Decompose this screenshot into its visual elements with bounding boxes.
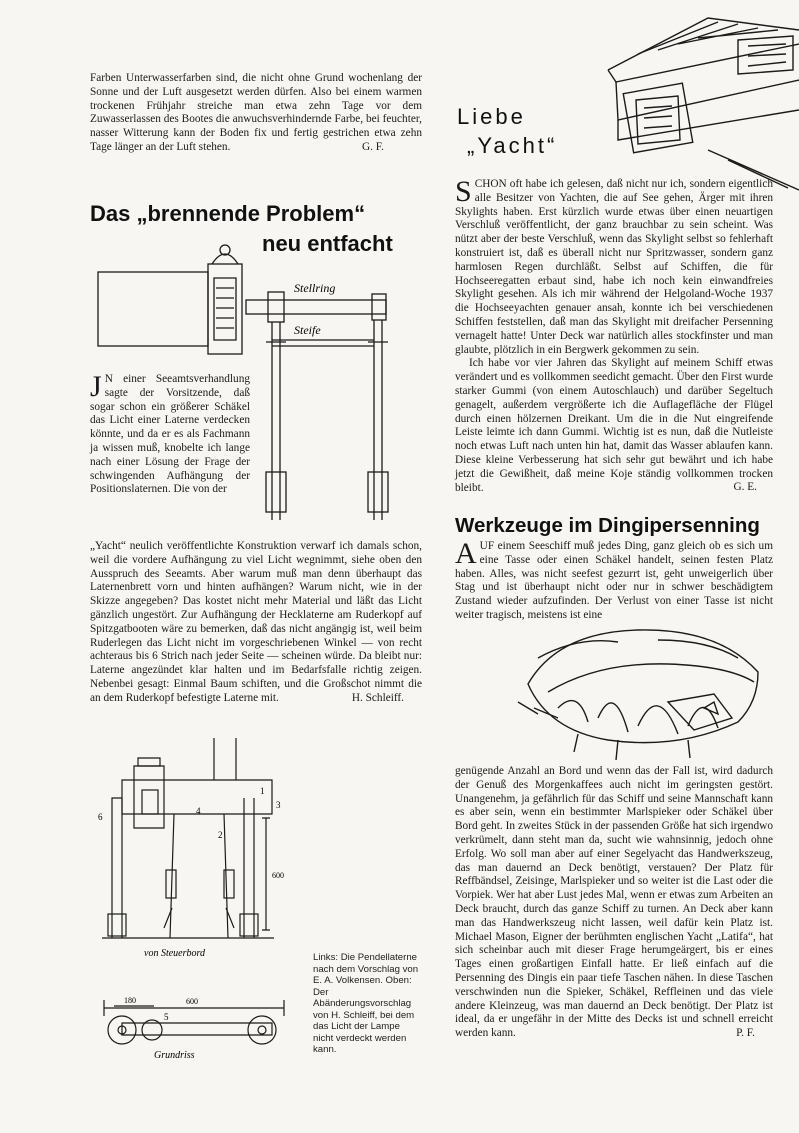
- tools-dropcap: A: [455, 537, 477, 570]
- lantern-signature: H. Schleiff.: [351, 691, 404, 704]
- tools-text-p1: [455, 537, 773, 623]
- dim-label-2: 2: [218, 830, 223, 840]
- dim-label-1: 1: [260, 786, 265, 796]
- drawing-label-plan-view: Grundriss: [154, 1050, 195, 1061]
- yacht-article-body: [455, 175, 773, 495]
- dinghy-drawing: [518, 622, 768, 762]
- drawing-caption: Links: Die Pendellaterne nach dem Vorschlag von E. A. Volkensen. Oben: Der Abänderungsvorschlag von H. Schleiff, bei dem das Licht der Lampe nicht verdeckt werden kann.: [313, 952, 419, 1055]
- tools-paragraph-1: UF einem Seeschiff muß jedes Ding, ganz gleich ob es sich um eine Tasse oder einen Schäkel handelt, seinen festen Platz haben. Alles, was nicht seefest gezurrt ist, geht unweigerlich über Stag und ist überhaupt nicht oder nur in schwer beschädigtem Zustand wieder aufzufinden. Der Verlust von einer Tasse ist nicht weiter tragisch, meistens ist eine: [455, 540, 773, 621]
- lantern-text-start: [90, 370, 250, 497]
- dim-label-4: 4: [196, 806, 201, 816]
- lantern-drawing-label-strut: Steife: [294, 323, 321, 337]
- tools-signature: P. F.: [736, 1026, 755, 1039]
- drawing-label-side-view: von Steuerbord: [144, 948, 206, 959]
- lantern-drawing-label-ring: Stellring: [294, 281, 336, 295]
- dim-label-5: 5: [164, 1012, 169, 1022]
- dim-label-600-side: 600: [272, 871, 284, 880]
- lantern-text-cont-content: „Yacht“ neulich veröffentlichte Konstruktion verwarf ich damals schon, weil die vordere Aufhängung zu viel Licht wegnimmt, siehe oben den Ausspruch des Seeamts. Aber warum muß man denn überhaupt das Laternenbrett vorn und hinten aufhängen? Warum nicht, wie in der Skizze angegeben? Das kostet nicht mehr Material und läßt das Licht gänzlich ungestört. Zur Aufhängung der Hecklaterne am Ruderkopf auf Spitzgatbooten wäre zu bemerken, daß das nicht angängig ist, weil beim Ruderlegen das Licht nicht im vorgeschriebenen Winkel — von recht achteraus bis 6 Strich nach jeder Seite — scheinen würde. Da bleibt nur: Laterne angezündet klar halten und im Bedarfsfalle richtig zeigen. Nebenbei gesagt: Einmal Baum schiften, und die Großschot nimmt die an dem Ruderkopf befestigte Laterne mit.: [90, 540, 422, 704]
- lantern-headline-line1: Das „brennende Problem“: [90, 201, 366, 226]
- lantern-headline-line2: neu entfacht: [262, 231, 393, 256]
- yacht-headline-line2: „Yacht“: [467, 133, 558, 158]
- yacht-dropcap: S: [455, 175, 472, 208]
- dim-label-6: 6: [98, 812, 103, 822]
- lantern-dropcap: J: [90, 370, 102, 403]
- skylight-drawing: [588, 0, 799, 190]
- lantern-text-start-content: N einer Seeamtsverhandlung sagte der Vorsitzende, daß sogar schon ein größerer Schäkel das Licht einer Laterne verdecken könnte, und da er es als Fachmann ja wissen muß, knobelte ich lange nach einer Lösung der Frage der schwingenden Aufhängung der Positionslaternen. Die von der: [90, 373, 250, 496]
- lantern-text-cont: [90, 540, 422, 705]
- top-article-text: Farben Unterwasserfarben sind, die nicht ohne Grund wochenlang der Sonne und der Luft ausgesetzt werden dürfen. Also bei einem warmen trockenen Frühjahr streiche man etwa zehn Tage vor dem Zuwasserlassen des Bootes die anwuchsverhindernde Farbe, bei feuchter, nasser Witterung kann der Boden fix und fertig gestrichen etwa zehn Tage länger an der Luft stehen.: [90, 72, 422, 153]
- yacht-headline-line1: Liebe: [457, 104, 526, 129]
- tools-text-p2: [455, 765, 773, 1041]
- yacht-signature: G. E.: [733, 481, 757, 494]
- top-article: [90, 72, 422, 155]
- top-article-signature: G. F.: [361, 140, 384, 153]
- pendulum-lantern-drawing: [94, 738, 300, 1060]
- tools-paragraph-2: genügende Anzahl an Bord und wenn das der Fall ist, wird dadurch der Genuß des Morgenkaffees auch nicht im geringsten gestört. Unangenehm, ja gefährlich für das Schiff und seine Mannschaft kann es aber sein, wenn ein bestimmter Marlspieker oder Schäkel über Bord geht. In zweites Stück in der passenden Größe hat sich irgendwo verkrümelt, dann steht man da, sucht wie wahnsinnig, jedoch ohne Erfolg. Wo soll man aber auf einer Segelyacht das Handwerkszeug, das man dauernd an Deck benötigt, verstauen? Der Platz für Reffbändsel, Zeisinge, Marlspieker und so weiter ist die Last oder die Vorpiek. Wer hat aber Lust jedes Mal, wenn er etwas zum Arbeiten an Deck braucht, durch das ganze Schiff zu turnen. An Deck aber kann man das Handwerkszeug nicht lassen, weil dafür kein Platz ist. Michael Mason, Eigner der berühmten englischen Yacht „Latifa“, hat sich scheinbar auch mit dieser Frage herumgeärgert, bis er eines Tages einen großartigen Einfall hatte. Er ließ einfach auf die Persenning des Dingis ein paar tiefe Taschen nähen. In diese Taschen verschwinden nun die Spieker, Schäkel, Reffleinen und das viele andere Kleinzeug, was man dauernd an Deck benötigt. Der Platz ist ideal, da er ungefähr in der Mitte des Decks ist und schnell erreicht werden kann.: [455, 765, 773, 1040]
- yacht-paragraph-1: CHON oft habe ich gelesen, daß nicht nur ich, sondern eigentlich alle Besitzer von Yachten, die auf See gehen, Ärger mit ihren Skylights haben. Erst kürzlich wurde etwas über einen neuartigen Verschluß veröffentlicht, der ganz brauchbar zu sein scheint. Was nützt aber der beste Verschluß, wenn das Skylight selbst so fehlerhaft konstruiert ist, daß es überall nicht nur Spritzwasser, sondern ganz harmlosen Regen durchläßt. Selbst auf Schiffen, die für Hochseeregatten erbaut sind, habe ich noch kein einwandfreies Skylight gesehen. Als ich mir während der Helgoland-Woche 1937 die Hochseeyachten genauer ansah, konnte ich bei verschiedenen Schiffen feststellen, daß man das Skylight mit dreifacher Persenning vernagelt hatte! Unter Deck war natürlich alles stockfinster und man glaubte, plötzlich in ein Bergwerk gekommen zu sein.: [455, 178, 773, 356]
- yacht-paragraph-2: Ich habe vor vier Jahren das Skylight auf meinem Schiff etwas verändert und es vollkommen seedicht gemacht. Über den First wurde starker Gummi (von einem Autoschlauch) und darüber Segeltuch genagelt, außerdem vergrößerte ich die Auflagefläche der Flügel durch einen hölzernen Dreikant. Um die in die Nut eingreifende Leiste leimte ich dann Gummi. Wichtig ist es nun, daß die Nutleiste noch etwas Luft nach unten hin hat, damit das Wasser ablaufen kann. Diese kleine Verbesserung hat sich sehr gut bewährt und ich habe jetzt die Gewißheit, daß meine Koje ständig vollkommen trocken bleibt.: [455, 357, 773, 494]
- tools-headline: Werkzeuge im Dingipersenning: [455, 514, 760, 537]
- dim-label-3: 3: [276, 800, 281, 810]
- dim-label-600-top: 600: [186, 997, 198, 1006]
- dim-label-180: 180: [124, 996, 136, 1005]
